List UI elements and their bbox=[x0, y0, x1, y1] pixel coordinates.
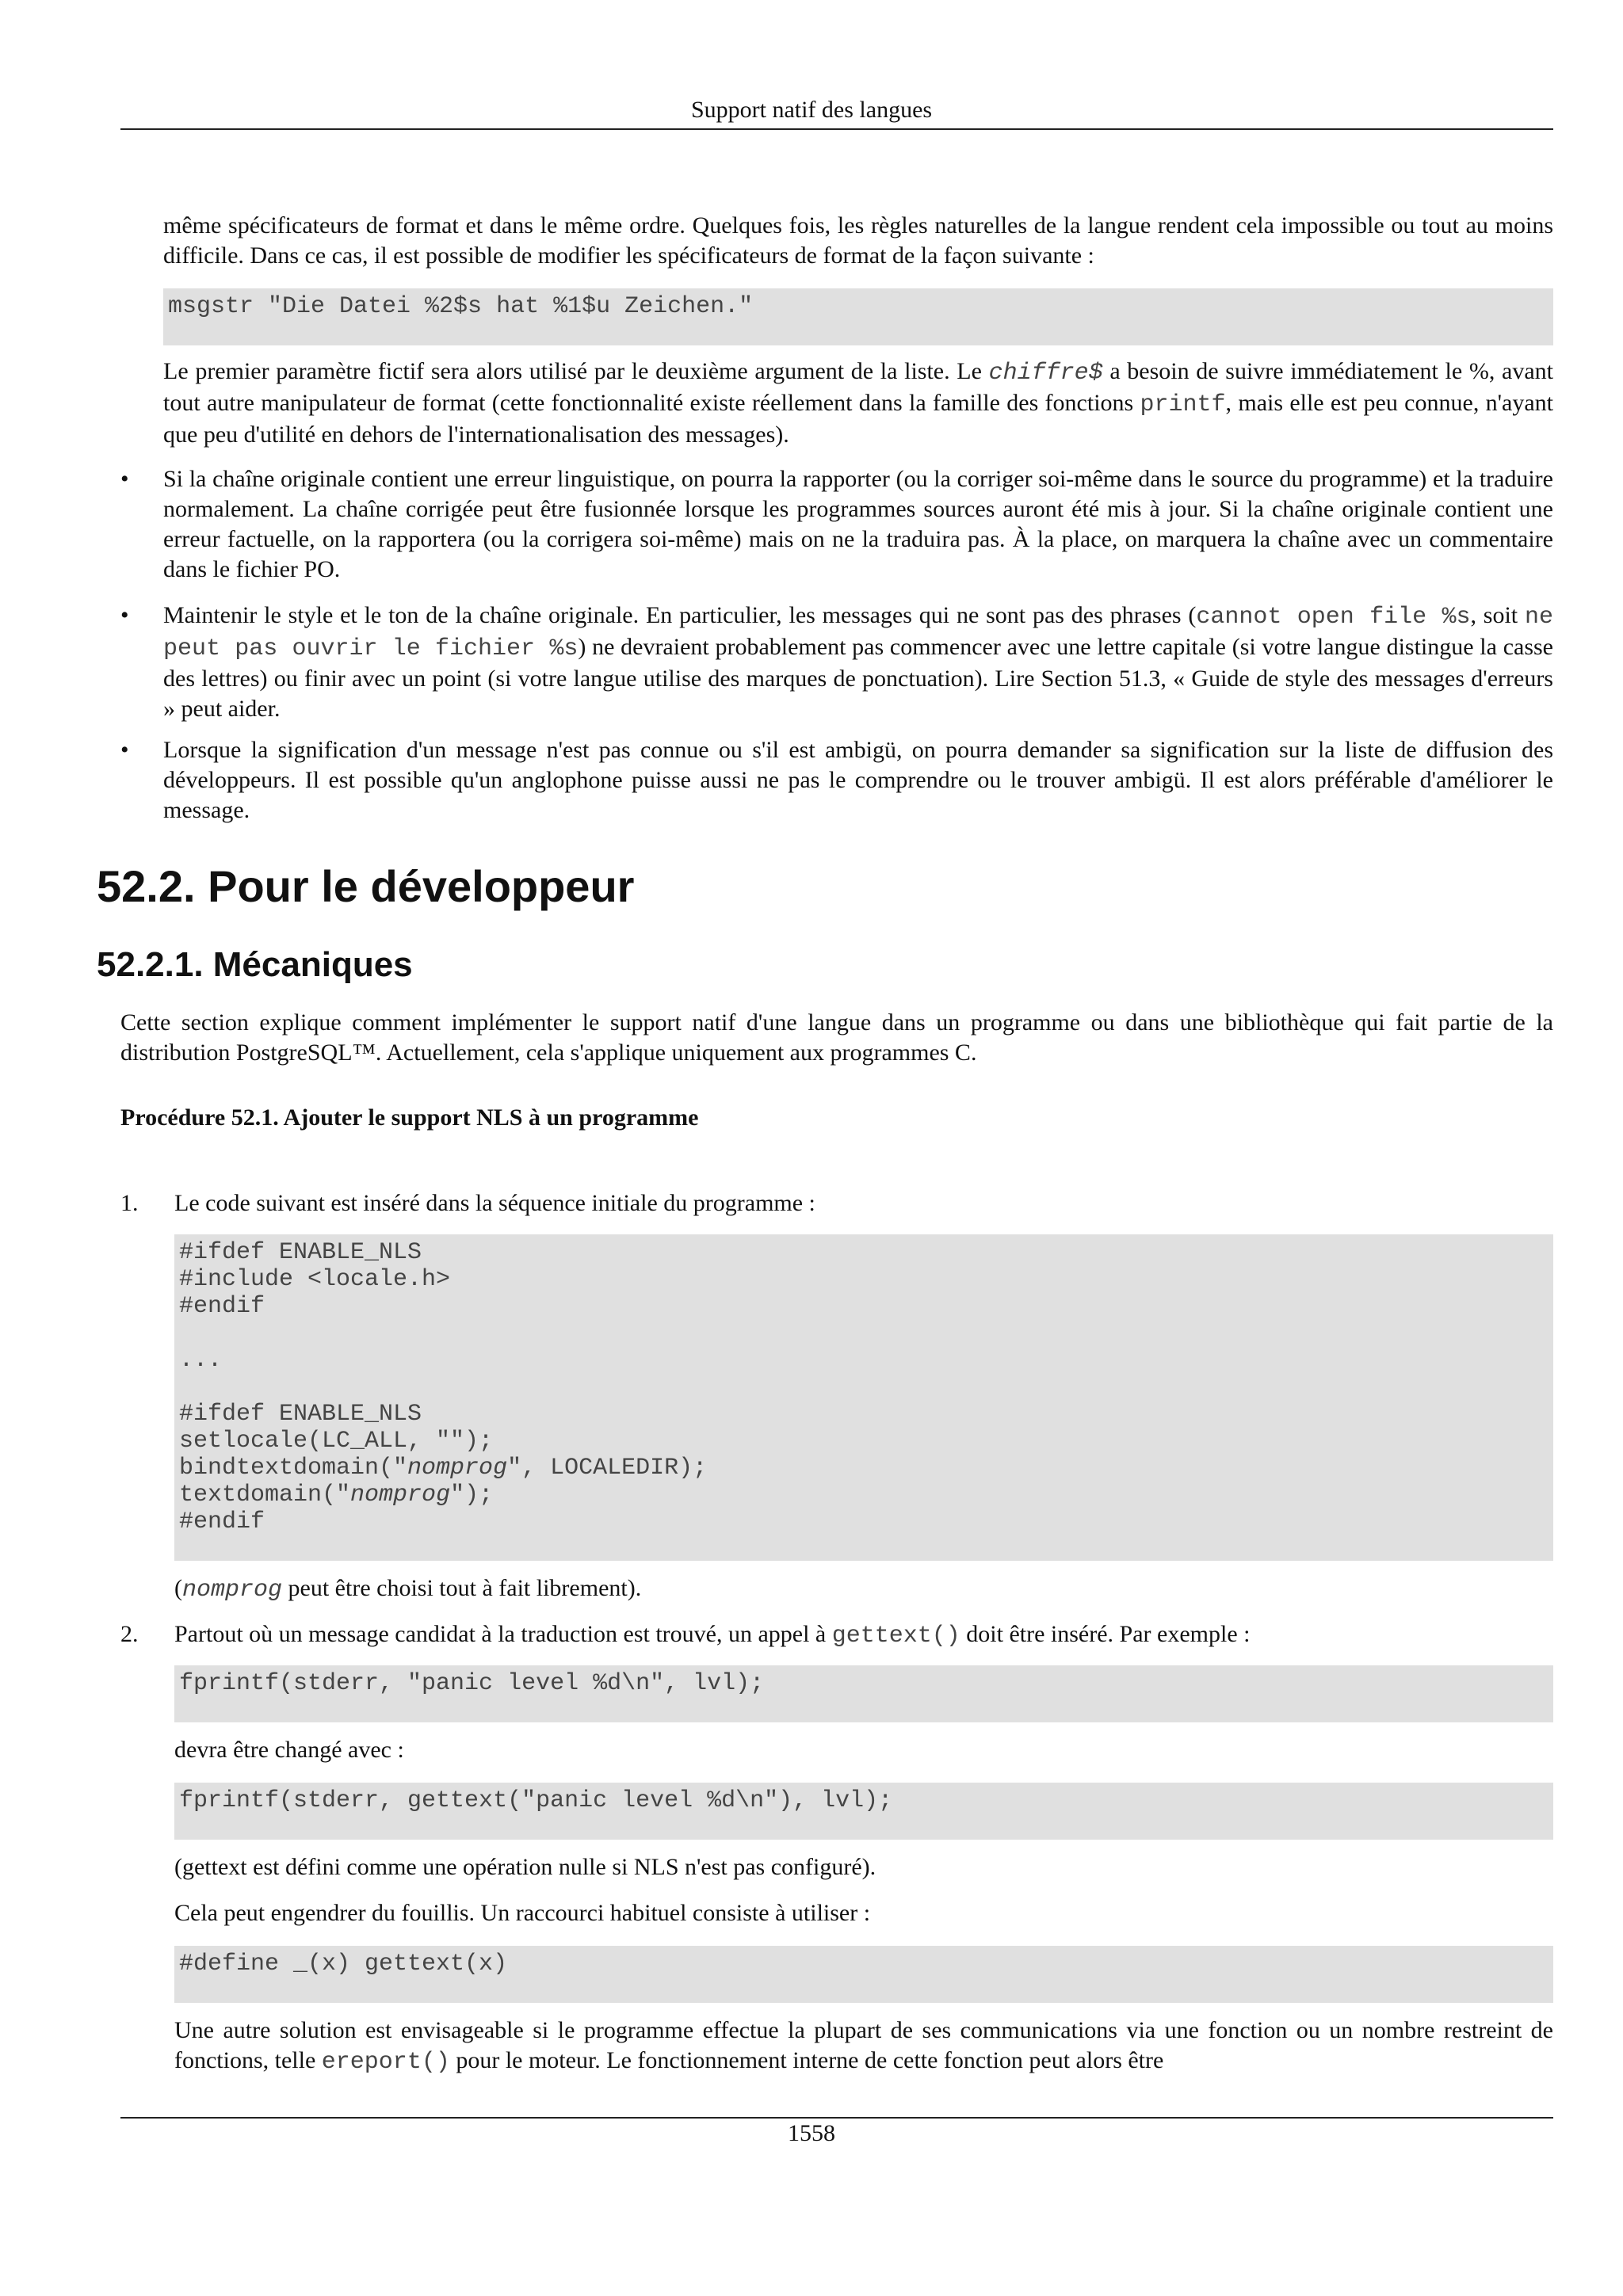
bullet-marker: • bbox=[120, 466, 129, 492]
bullet-item-3: Lorsque la signification d'un message n'est pas connue ou s'il est ambigü, on pourra demander sa signification sur la liste de diffusion des développeurs. Il est possible qu'un anglophone puisse aussi ne pas le comprendre ou le trouver ambigü. Il est alors préférable d'améliorer le message. bbox=[163, 737, 1553, 823]
code-block-init bbox=[174, 1234, 1553, 1561]
code-italic: nomprog bbox=[350, 1482, 451, 1508]
code-text: "); #endif bbox=[179, 1482, 494, 1535]
intro-paragraph-2 bbox=[163, 357, 1553, 450]
code-block-gettext: fprintf(stderr, gettext("panic level %d\n"), lvl); bbox=[174, 1783, 1553, 1840]
text: a besoin de suivre immédiatement le %, avant tout autre manipulateur de format (cette fonctionnalité existe réellement dans la famille des fonctions bbox=[163, 358, 1554, 416]
running-header: Support natif des langues bbox=[690, 97, 933, 123]
code-text: #ifdef ENABLE_NLS #include <locale.h> #endif ... #ifdef ENABLE_NLS setlocale(LC_ALL, ""); bindtextdomain(" bbox=[179, 1239, 494, 1482]
inline-code: ereport() bbox=[321, 2049, 450, 2076]
code-block-msgstr: msgstr "Die Datei %2$s hat %1$u Zeichen." bbox=[163, 288, 1553, 345]
header-rule bbox=[120, 128, 1553, 130]
step-2-note-2: Cela peut engendrer du fouillis. Un raccourci habituel consiste à utiliser : bbox=[174, 1900, 871, 1926]
text: ( bbox=[174, 1575, 182, 1601]
subsection-intro: Cette section explique comment implémenter le support natif d'une langue dans un programme ou dans une bibliothèque qui fait partie de la distribution PostgreSQL™. Actuellement, cela s'applique uniquement aux programmes C. bbox=[120, 1009, 1553, 1066]
code-italic: nomprog bbox=[407, 1455, 508, 1482]
text: doit être inséré. Par exemple : bbox=[960, 1621, 1251, 1647]
text: , soit bbox=[1470, 602, 1525, 628]
code-block-fprintf: fprintf(stderr, "panic level %d\n", lvl); bbox=[174, 1665, 1553, 1722]
step-2-changed: devra être changé avec : bbox=[174, 1737, 404, 1763]
code-text: ", LOCALEDIR); textdomain(" bbox=[179, 1455, 708, 1508]
page-number: 1558 bbox=[788, 2120, 835, 2146]
step-1-note bbox=[174, 1573, 1553, 1605]
text: Partout où un message candidat à la traduction est trouvé, un appel à bbox=[174, 1621, 832, 1647]
inline-code: printf bbox=[1140, 391, 1226, 418]
step-number: 1. bbox=[120, 1190, 139, 1216]
text: , mais elle est peu connue, n'ayant que peu d'utilité en dehors de l'internationalisation des messages). bbox=[163, 390, 1553, 448]
inline-code: ne peut pas ouvrir le fichier %s bbox=[163, 604, 1553, 662]
section-title: 52.2. Pour le développeur bbox=[97, 861, 635, 911]
inline-code: chiffre$ bbox=[988, 360, 1103, 387]
intro-paragraph: même spécificateurs de format et dans le même ordre. Quelques fois, les règles naturelles de la langue rendent cela impossible ou tout au moins difficile. Dans ce cas, il est possible de modifier les spécificateurs de format de la façon suivante : bbox=[163, 212, 1553, 269]
bullet-marker: • bbox=[120, 602, 129, 628]
step-2-text bbox=[174, 1619, 1553, 1651]
inline-code: cannot open file %s bbox=[1196, 604, 1471, 631]
text: Le premier paramètre fictif sera alors utilisé par le deuxième argument de la liste. Le bbox=[163, 358, 989, 384]
bullet-item-2 bbox=[163, 601, 1553, 724]
inline-code: nomprog bbox=[182, 1577, 283, 1604]
text: pour le moteur. Le fonctionnement interne de cette fonction peut alors être bbox=[449, 2047, 1164, 2073]
step-2-last bbox=[174, 2016, 1553, 2077]
text: ) ne devraient probablement pas commencer avec une lettre capitale (si votre langue distingue la casse des lettres) ou finir avec un point (si votre langue utilise des marques de ponctuation). Lire Section 51.3, « Guide de style des messages d'erreurs » peut aider. bbox=[163, 634, 1553, 722]
bullet-item-1: Si la chaîne originale contient une erreur linguistique, on pourra la rapporter (ou la corriger soi-même dans le source du programme) et la traduire normalement. La chaîne corrigée peut être fusionnée lorsque les programmes sources auront été mis à jour. Si la chaîne originale contient une erreur factuelle, on la rapportera (ou la corrigera soi-même) mais on ne la traduira pas. À la place, on marquera la chaîne avec un commentaire dans le fichier PO. bbox=[163, 466, 1553, 582]
code-block-define: #define _(x) gettext(x) bbox=[174, 1946, 1553, 2003]
inline-code: gettext() bbox=[831, 1623, 960, 1650]
text: Maintenir le style et le ton de la chaîne originale. En particulier, les messages qui ne sont pas des phrases ( bbox=[163, 602, 1197, 628]
bullet-marker: • bbox=[120, 737, 129, 763]
subsection-title: 52.2.1. Mécaniques bbox=[97, 945, 413, 984]
step-number: 2. bbox=[120, 1621, 139, 1647]
step-2-note-1: (gettext est défini comme une opération nulle si NLS n'est pas configuré). bbox=[174, 1854, 876, 1880]
text: peut être choisi tout à fait librement). bbox=[282, 1575, 642, 1601]
step-1-text: Le code suivant est inséré dans la séquence initiale du programme : bbox=[174, 1190, 815, 1216]
procedure-title: Procédure 52.1. Ajouter le support NLS à un programme bbox=[120, 1104, 699, 1131]
text: Une autre solution est envisageable si le programme effectue la plupart de ses communications via une fonction ou un nombre restreint de fonctions, telle bbox=[174, 2017, 1553, 2073]
